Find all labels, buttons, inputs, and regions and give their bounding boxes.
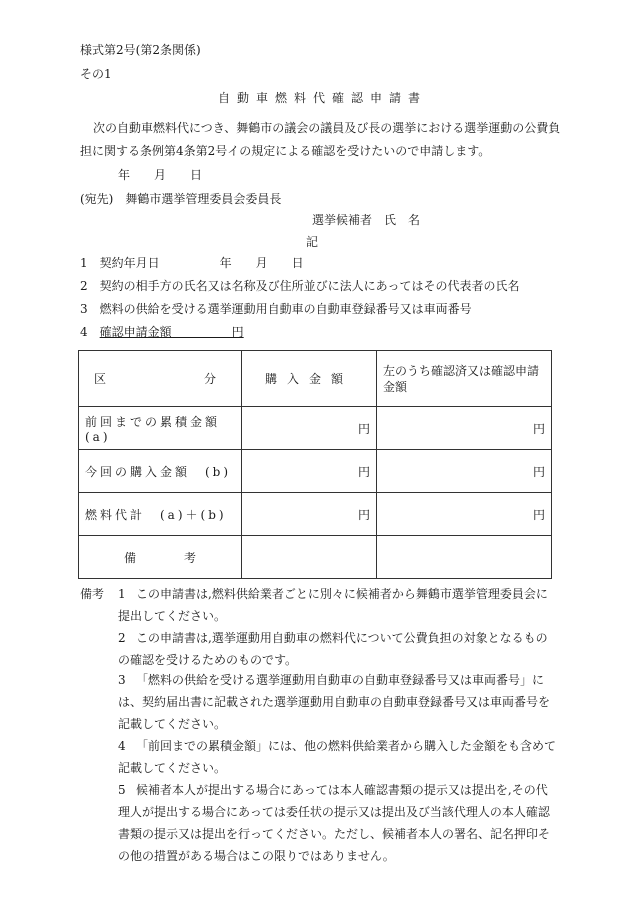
remarks-cell: [377, 536, 552, 579]
item-4: [80, 324, 244, 340]
note-number: 1: [118, 587, 126, 601]
form-number: 様式第2号(第2条関係): [80, 43, 201, 57]
table-row: [79, 407, 552, 450]
addressee: (宛先) 舞鶴市選挙管理委員会委員長: [80, 192, 282, 206]
header-category: 区 分: [79, 351, 242, 407]
item-number: 1: [80, 256, 88, 270]
note-number: 4: [118, 739, 126, 753]
header-confirmed-amount: 左のうち確認済又は確認申請金額: [377, 351, 552, 407]
item-number: 2: [80, 279, 88, 293]
note-2: [118, 627, 558, 671]
header-purchase-amount: 購入金額: [242, 351, 377, 407]
yen-cell: 円: [242, 493, 377, 536]
note-number: 2: [118, 631, 126, 645]
item-text: 契約の相手方の氏名又は名称及び住所並びに法人にあってはその代表者の氏名: [99, 279, 520, 293]
item-number: 4: [80, 325, 88, 339]
note-text: 「燃料の供給を受ける選挙運動用自動車の自動車登録番号又は車両番号」には、契約届出書に記載された選挙運動用自動車の自動車登録番号又は車両番号を記載してください。: [118, 673, 551, 731]
row-label: 今回の購入金額 (b): [79, 450, 242, 493]
yen-cell: 円: [377, 407, 552, 450]
form-part: その1: [80, 67, 112, 81]
row-label: 燃料代計 (a)＋(b): [79, 493, 242, 536]
yen-cell: 円: [242, 407, 377, 450]
intro-line-1: 次の自動車燃料代につき、舞鶴市の議会の議員及び長の選挙における選挙運動の公費負: [93, 121, 561, 135]
note-1: [118, 583, 558, 627]
date-line: 年 月 日: [118, 168, 203, 182]
intro-line-2: 担に関する条例第4条第2号イの規定による確認を受けたいので申請します。: [80, 144, 491, 158]
item-2: [80, 278, 520, 294]
note-text: この申請書は,燃料供給業者ごとに別々に候補者から舞鶴市選挙管理委員会に提出してください。: [118, 587, 548, 623]
fuel-cost-table: [78, 350, 552, 579]
table-row: [79, 536, 552, 579]
note-number: 5: [118, 783, 126, 797]
table-row: [79, 450, 552, 493]
item-number: 3: [80, 302, 88, 316]
yen-cell: 円: [377, 450, 552, 493]
candidate-name-label: 選挙候補者 氏 名: [312, 213, 421, 227]
note-number: 3: [118, 673, 126, 687]
note-4: [118, 735, 558, 779]
note-3: [118, 669, 558, 735]
item-text: 燃料の供給を受ける選挙運動用自動車の自動車登録番号又は車両番号: [99, 302, 472, 316]
item-text: 確認申請金額 円: [99, 325, 244, 339]
document-title: 自動車燃料代確認申請書: [218, 91, 428, 105]
yen-cell: 円: [242, 450, 377, 493]
table-header-row: [79, 351, 552, 407]
table-row: [79, 493, 552, 536]
ki-heading: 記: [306, 235, 319, 249]
remarks-cell: [242, 536, 377, 579]
yen-cell: 円: [377, 493, 552, 536]
notes-label: 備考: [80, 587, 105, 601]
item-text: 契約年月日 年 月 日: [99, 256, 304, 270]
note-text: この申請書は,選挙運動用自動車の燃料代について公費負担の対象となるものの確認を受けるためのものです。: [118, 631, 548, 667]
row-label: 備 考: [79, 536, 242, 579]
note-5: [118, 779, 558, 867]
note-text: 候補者本人が提出する場合にあっては本人確認書類の提示又は提出を,その代理人が提出する場合にあっては委任状の提示又は提出及び当該代理人の本人確認書類の提示又は提出を行ってください。ただし、候補者本人の署名、記名押印その他の措置がある場合はこの限りではありません。: [118, 783, 551, 863]
row-label: 前回までの累積金額 (a): [79, 407, 242, 450]
item-3: [80, 301, 472, 317]
item-1: [80, 255, 304, 271]
note-text: 「前回までの累積金額」には、他の燃料供給業者から購入した金額をも含めて記載してください。: [118, 739, 557, 775]
